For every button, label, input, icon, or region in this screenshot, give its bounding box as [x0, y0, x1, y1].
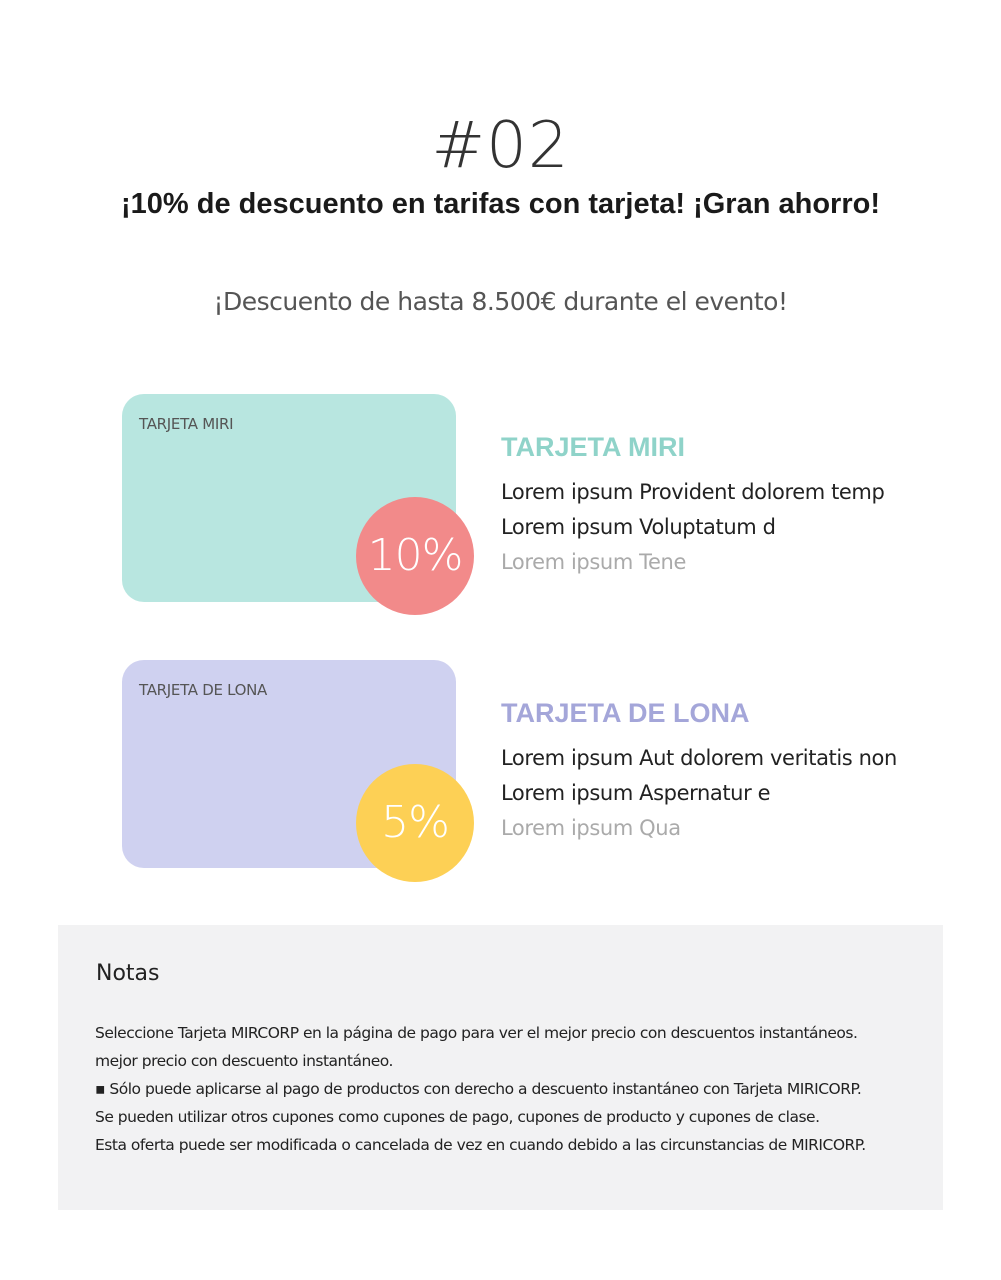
- discount-badge-miri: 10%: [356, 497, 474, 615]
- page-subheadline: ¡Descuento de hasta 8.500€ durante el evento!: [213, 287, 788, 316]
- card-lona-title: TARJETA DE LONA: [501, 698, 750, 728]
- card-lona-line-1: Lorem ipsum Aut dolorem veritatis non: [501, 746, 897, 770]
- notes-line: Esta oferta puede ser modificada o cancelada de vez en cuando debido a las circunstancias de MIRICORP.: [95, 1136, 866, 1154]
- notes-line: mejor precio con descuento instantáneo.: [95, 1052, 393, 1070]
- page-headline: ¡10% de descuento en tarifas con tarjeta! ¡Gran ahorro!: [120, 188, 880, 220]
- notes-line: Se pueden utilizar otros cupones como cupones de pago, cupones de producto y cupones de clase.: [95, 1108, 820, 1126]
- card-miri-info: [501, 431, 961, 580]
- notes-line: ▪ Sólo puede aplicarse al pago de productos con derecho a descuento instantáneo con Tarjeta MIRICORP.: [95, 1080, 862, 1098]
- card-miri-line-3: Lorem ipsum Tene: [501, 550, 686, 574]
- card-lona-info: [501, 697, 961, 846]
- card-lona-label: TARJETA DE LONA: [139, 681, 268, 699]
- card-miri-line-1: Lorem ipsum Provident dolorem temp: [501, 480, 885, 504]
- card-miri-label: TARJETA MIRI: [139, 415, 234, 433]
- card-miri-line-2: Lorem ipsum Voluptatum d: [501, 515, 776, 539]
- notes-title: Notas: [96, 961, 160, 986]
- card-miri-title: TARJETA MIRI: [501, 432, 685, 462]
- card-lona-line-2: Lorem ipsum Aspernatur e: [501, 781, 771, 805]
- section-number: #02: [431, 109, 570, 183]
- notes-panel: [58, 925, 943, 1210]
- discount-badge-lona: 5%: [356, 764, 474, 882]
- notes-body: [95, 1019, 935, 1159]
- notes-line: Seleccione Tarjeta MIRCORP en la página de pago para ver el mejor precio con descuentos instantáneos.: [95, 1024, 858, 1042]
- card-lona-line-3: Lorem ipsum Qua: [501, 816, 681, 840]
